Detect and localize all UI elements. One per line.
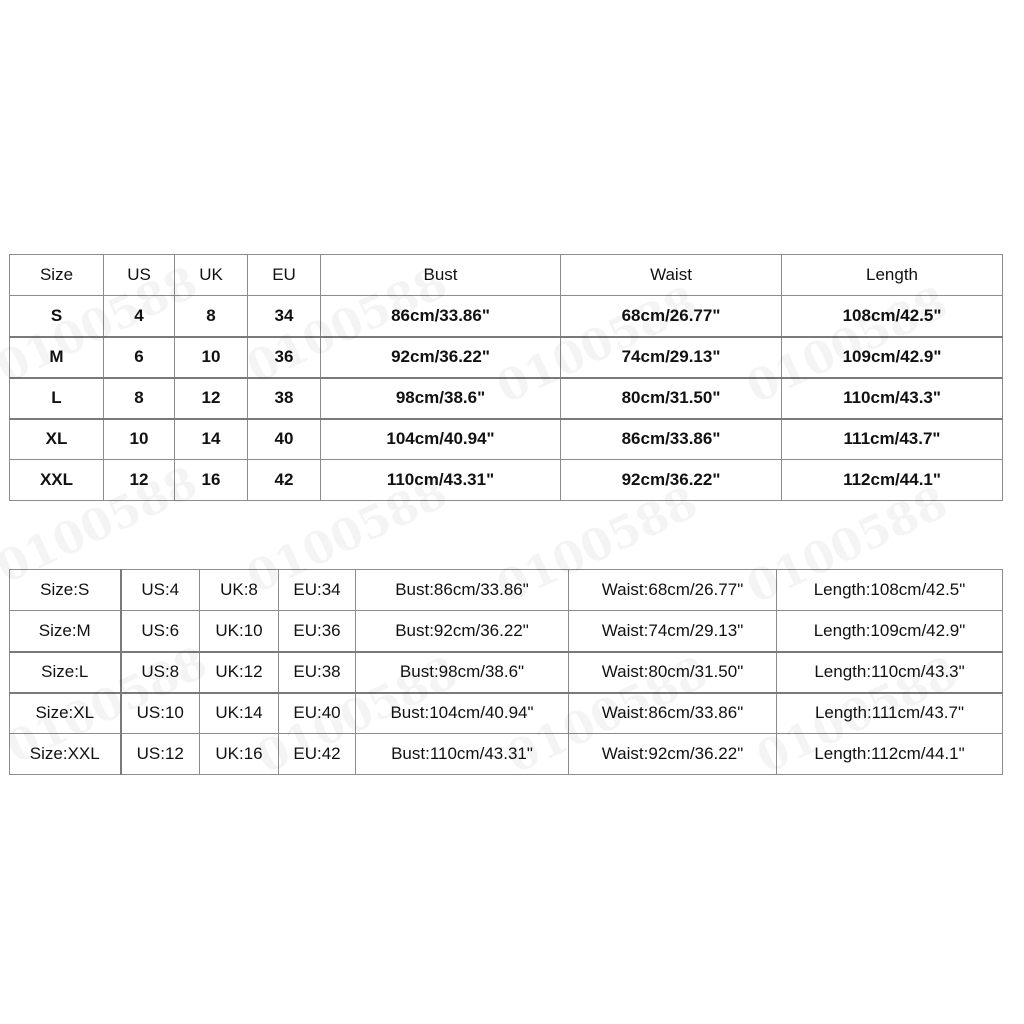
- header-size: Size: [10, 255, 104, 296]
- cell-eu: EU:38: [279, 652, 356, 693]
- cell-size: XXL: [10, 460, 104, 501]
- cell-uk: 12: [175, 378, 248, 419]
- cell-length: Length:111cm/43.7": [777, 693, 1003, 734]
- table-row: [10, 734, 1003, 775]
- header-uk: UK: [175, 255, 248, 296]
- cell-length: Length:109cm/42.9": [777, 611, 1003, 652]
- cell-waist: Waist:80cm/31.50": [569, 652, 777, 693]
- table-row: [10, 378, 1003, 419]
- cell-us: US:4: [121, 570, 200, 611]
- cell-bust: Bust:92cm/36.22": [356, 611, 569, 652]
- table-row: [10, 337, 1003, 378]
- cell-bust: Bust:86cm/33.86": [356, 570, 569, 611]
- cell-size: Size:L: [10, 652, 121, 693]
- cell-length: 108cm/42.5": [782, 296, 1003, 337]
- cell-waist: 92cm/36.22": [561, 460, 782, 501]
- size-chart-table: [9, 254, 1003, 501]
- cell-size: S: [10, 296, 104, 337]
- cell-uk: UK:16: [200, 734, 279, 775]
- cell-us: US:10: [121, 693, 200, 734]
- cell-us: 6: [104, 337, 175, 378]
- cell-us: 10: [104, 419, 175, 460]
- cell-size: L: [10, 378, 104, 419]
- cell-waist: Waist:86cm/33.86": [569, 693, 777, 734]
- cell-waist: 68cm/26.77": [561, 296, 782, 337]
- cell-bust: 92cm/36.22": [321, 337, 561, 378]
- cell-uk: UK:8: [200, 570, 279, 611]
- table-row: [10, 611, 1003, 652]
- cell-waist: Waist:68cm/26.77": [569, 570, 777, 611]
- cell-eu: EU:42: [279, 734, 356, 775]
- table-row: [10, 296, 1003, 337]
- table-row: [10, 652, 1003, 693]
- cell-size: M: [10, 337, 104, 378]
- cell-us: 8: [104, 378, 175, 419]
- cell-us: US:12: [121, 734, 200, 775]
- cell-eu: 40: [248, 419, 321, 460]
- cell-length: 111cm/43.7": [782, 419, 1003, 460]
- table-row: [10, 570, 1003, 611]
- cell-uk: 8: [175, 296, 248, 337]
- cell-eu: EU:34: [279, 570, 356, 611]
- cell-eu: EU:36: [279, 611, 356, 652]
- cell-waist: 80cm/31.50": [561, 378, 782, 419]
- header-waist: Waist: [561, 255, 782, 296]
- cell-uk: UK:14: [200, 693, 279, 734]
- cell-uk: 14: [175, 419, 248, 460]
- cell-eu: 36: [248, 337, 321, 378]
- cell-bust: 86cm/33.86": [321, 296, 561, 337]
- cell-eu: EU:40: [279, 693, 356, 734]
- cell-us: US:8: [121, 652, 200, 693]
- cell-size: Size:XL: [10, 693, 121, 734]
- cell-bust: 110cm/43.31": [321, 460, 561, 501]
- header-length: Length: [782, 255, 1003, 296]
- table-row: [10, 460, 1003, 501]
- cell-eu: 34: [248, 296, 321, 337]
- cell-eu: 42: [248, 460, 321, 501]
- cell-us: US:6: [121, 611, 200, 652]
- table-row: [10, 419, 1003, 460]
- cell-size: XL: [10, 419, 104, 460]
- cell-size: Size:S: [10, 570, 121, 611]
- table-header-row: [10, 255, 1003, 296]
- cell-length: Length:112cm/44.1": [777, 734, 1003, 775]
- cell-size: Size:XXL: [10, 734, 121, 775]
- cell-eu: 38: [248, 378, 321, 419]
- cell-bust: Bust:104cm/40.94": [356, 693, 569, 734]
- cell-waist: 74cm/29.13": [561, 337, 782, 378]
- cell-length: Length:108cm/42.5": [777, 570, 1003, 611]
- header-bust: Bust: [321, 255, 561, 296]
- header-us: US: [104, 255, 175, 296]
- cell-uk: 10: [175, 337, 248, 378]
- cell-bust: 104cm/40.94": [321, 419, 561, 460]
- cell-bust: Bust:98cm/38.6": [356, 652, 569, 693]
- cell-waist: 86cm/33.86": [561, 419, 782, 460]
- cell-bust: Bust:110cm/43.31": [356, 734, 569, 775]
- cell-size: Size:M: [10, 611, 121, 652]
- table-row: [10, 693, 1003, 734]
- cell-length: 110cm/43.3": [782, 378, 1003, 419]
- cell-us: 12: [104, 460, 175, 501]
- header-eu: EU: [248, 255, 321, 296]
- cell-uk: UK:12: [200, 652, 279, 693]
- cell-length: Length:110cm/43.3": [777, 652, 1003, 693]
- labeled-size-chart-table: [9, 569, 1003, 775]
- cell-us: 4: [104, 296, 175, 337]
- cell-bust: 98cm/38.6": [321, 378, 561, 419]
- cell-uk: 16: [175, 460, 248, 501]
- cell-waist: Waist:74cm/29.13": [569, 611, 777, 652]
- cell-uk: UK:10: [200, 611, 279, 652]
- cell-length: 112cm/44.1": [782, 460, 1003, 501]
- cell-length: 109cm/42.9": [782, 337, 1003, 378]
- cell-waist: Waist:92cm/36.22": [569, 734, 777, 775]
